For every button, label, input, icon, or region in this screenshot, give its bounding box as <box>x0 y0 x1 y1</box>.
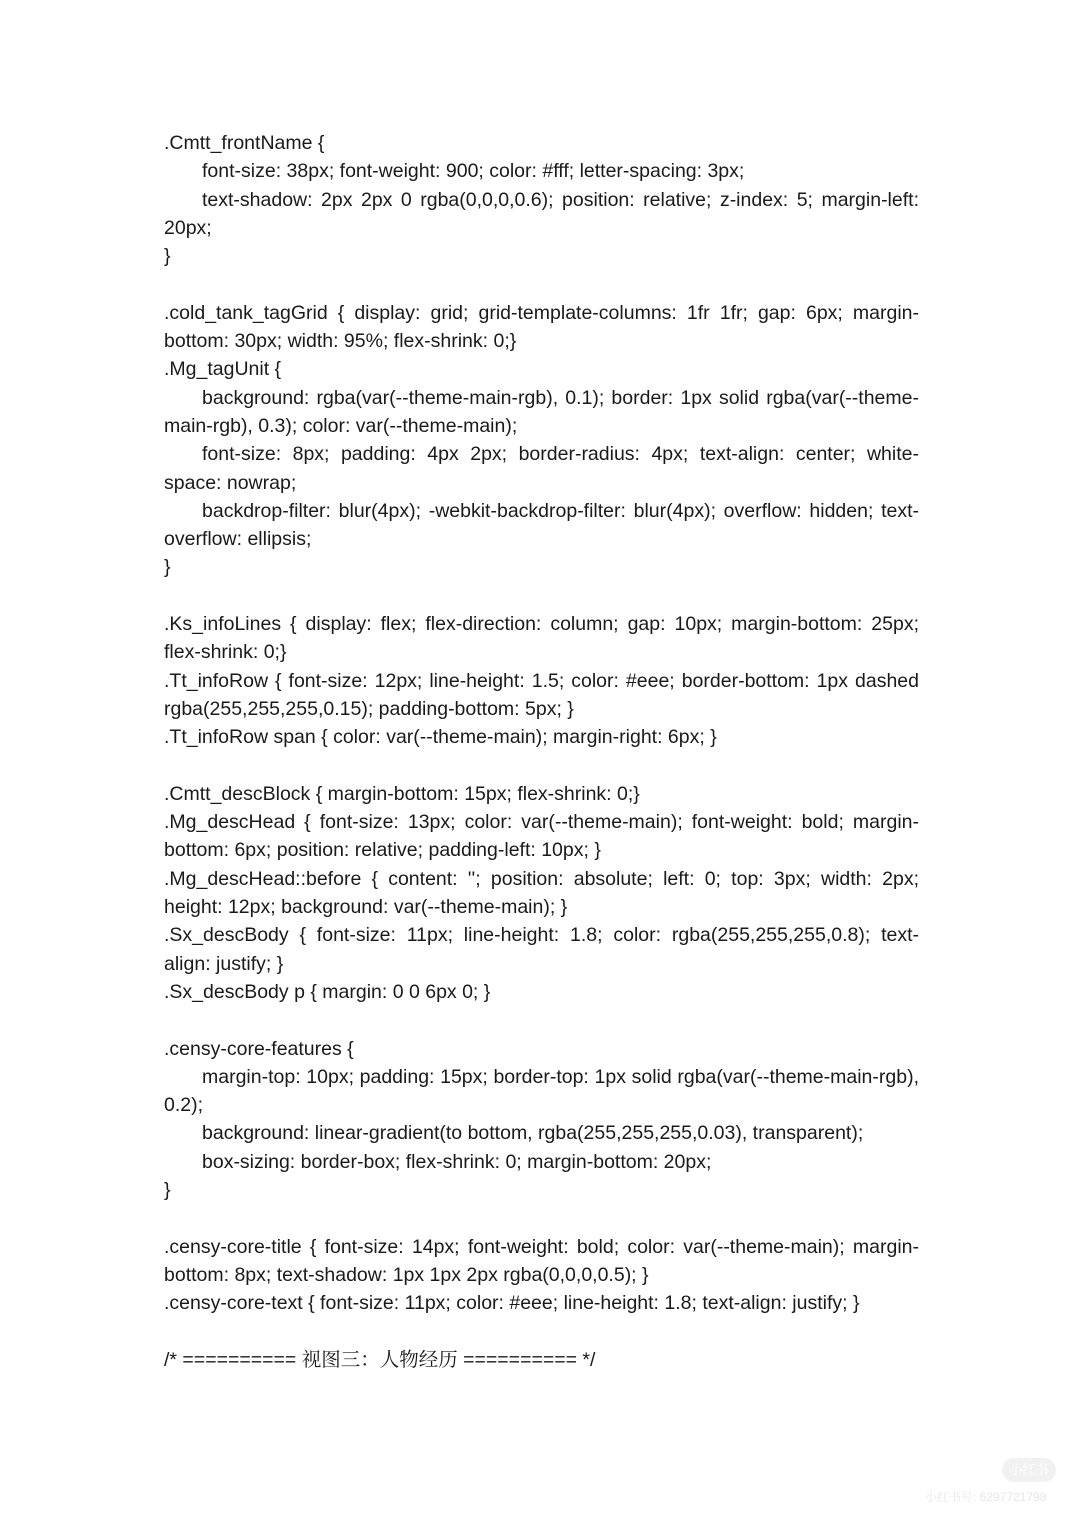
code-line: .censy-core-text { font-size: 11px; color: #eee; line-height: 1.8; text-align: justify; } <box>164 1292 860 1315</box>
code-line: background: rgba(var(--theme-main-rgb), 0.1); border: 1px solid rgba(var(--theme-main-rgb), 0.3); color: var(--theme-main); <box>164 386 919 437</box>
code-line: font-size: 8px; padding: 4px 2px; border-radius: 4px; text-align: center; white-space: nowrap; <box>164 443 919 494</box>
code-document <box>164 129 919 1374</box>
code-line: .Cmtt_frontName { <box>164 132 325 154</box>
code-line: .censy-core-title { font-size: 14px; font-weight: bold; color: var(--theme-main); margin-bottom: 8px; text-shadow: 1px 1px 2px rgba(0,0,0,0.5); } <box>164 1235 919 1286</box>
code-line: margin-top: 10px; padding: 15px; border-top: 1px solid rgba(var(--theme-main-rgb), 0.2); <box>164 1065 919 1117</box>
code-line: .Mg_tagUnit { <box>164 358 282 381</box>
code-line: .Mg_descHead { font-size: 13px; color: var(--theme-main); font-weight: bold; margin-bottom: 6px; position: relative; padding-left: 10px; } <box>164 811 919 862</box>
blank-line <box>164 1204 919 1232</box>
code-line: font-size: 38px; font-weight: 900; color: #fff; letter-spacing: 3px; <box>202 160 745 183</box>
watermark-logo: 小红书 <box>1002 1458 1056 1482</box>
code-line: } <box>164 556 171 579</box>
code-line: } <box>164 245 171 268</box>
code-line: .cold_tank_tagGrid { display: grid; grid-template-columns: 1fr 1fr; gap: 6px; margin-bottom: 30px; width: 95%; flex-shrink: 0;} <box>164 301 919 353</box>
watermark-text: 小红书号: 6297721798 <box>925 1490 1047 1504</box>
code-line: .Sx_descBody p { margin: 0 0 6px 0; } <box>164 980 491 1003</box>
code-line: .censy-core-features { <box>164 1037 354 1060</box>
code-line: .Tt_infoRow { font-size: 12px; line-height: 1.5; color: #eee; border-bottom: 1px dashed rgba(255,255,255,0.15); padding-bottom: 5px; } <box>164 669 919 720</box>
code-line: .Cmtt_descBlock { margin-bottom: 15px; flex-shrink: 0;} <box>164 782 640 805</box>
section-comment: /* ========== 视图三：人物经历 ========== */ <box>164 1348 596 1371</box>
blank-line <box>164 1006 919 1034</box>
code-line: background: linear-gradient(to bottom, rgba(255,255,255,0.03), transparent); <box>202 1122 864 1145</box>
blank-line <box>164 582 919 610</box>
code-line: .Ks_infoLines { display: flex; flex-direction: column; gap: 10px; margin-bottom: 25px; flex-shrink: 0;} <box>164 613 919 664</box>
code-line: .Mg_descHead::before { content: ''; position: absolute; left: 0; top: 3px; width: 2px; height: 12px; background: var(--theme-main); } <box>164 867 919 919</box>
blank-line <box>164 752 919 780</box>
code-line: .Tt_infoRow span { color: var(--theme-main); margin-right: 6px; } <box>164 726 717 749</box>
code-line: text-shadow: 2px 2px 0 rgba(0,0,0,0.6); position: relative; z-index: 5; margin-left: 20px; <box>164 188 919 239</box>
code-line: } <box>164 1178 171 1201</box>
blank-line <box>164 270 919 298</box>
code-line: box-sizing: border-box; flex-shrink: 0; margin-bottom: 20px; <box>202 1150 712 1173</box>
blank-line <box>164 1317 919 1345</box>
code-line: backdrop-filter: blur(4px); -webkit-backdrop-filter: blur(4px); overflow: hidden; text-overflow: ellipsis; <box>164 499 919 551</box>
code-line: .Sx_descBody { font-size: 11px; line-height: 1.8; color: rgba(255,255,255,0.8); text-align: justify; } <box>164 924 919 975</box>
